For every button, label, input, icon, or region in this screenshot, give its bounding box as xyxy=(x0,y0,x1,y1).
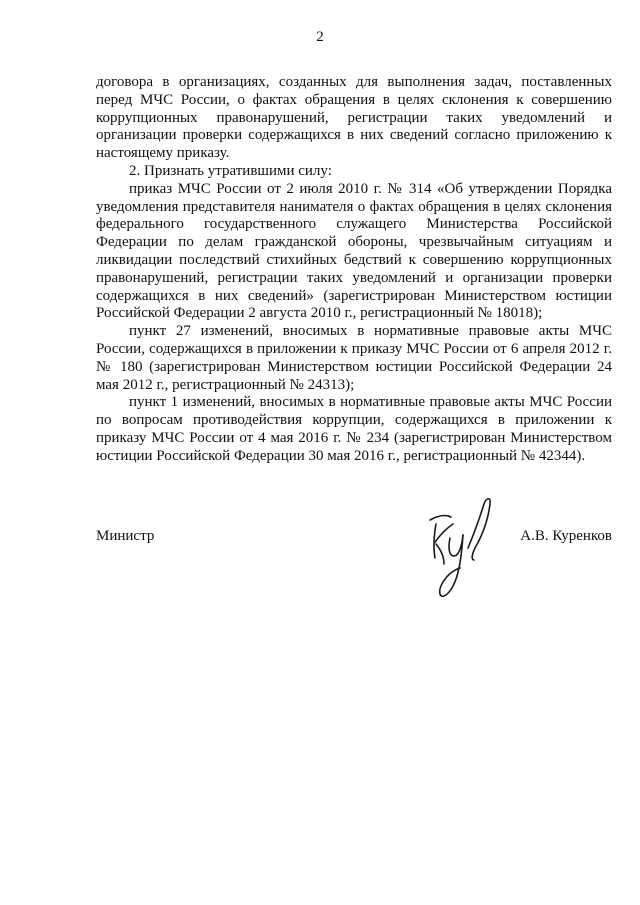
paragraph-point-1: пункт 1 изменений, вносимых в нормативные правовые акты МЧС России по вопросам противодействия коррупции, содержащихся в приложении к приказу МЧС России от 4 мая 2016 г. № 234 (зарегистрирован Министерством юстиции Российской Федерации 30 мая 2016 г., регистрационный № 42344). xyxy=(96,394,612,464)
paragraph-clause-2: 2. Признать утратившими силу: xyxy=(129,162,332,179)
paragraph-order-314: приказ МЧС России от 2 июля 2010 г. № 314 «Об утверждении Порядка уведомления представителя нанимателя о фактах обращения в целях склонения федерального государственного служащего Министерства Российской Федерации по делам гражданской обороны, чрезвычайным ситуациям и ликвидации последствий стихийных бедствий к совершению коррупционных правонарушений, регистрации таких уведомлений и организации проверки содержащихся в них сведений» (зарегистрирован Министерством юстиции Российской Федерации 2 августа 2010 г., регистрационный № 18018); xyxy=(96,180,612,322)
signer-position: Министр xyxy=(96,528,155,544)
paragraph-continuation: договора в организациях, созданных для выполнения задач, поставленных перед МЧС России, о фактах обращения в целях склонения к совершению коррупционных правонарушений, регистрации таких уведомлений и организации проверки содержащихся в них сведений согласно приложению к настоящему приказу. xyxy=(96,74,612,162)
handwritten-signature xyxy=(424,490,502,602)
page-number: 2 xyxy=(316,29,324,45)
document-body xyxy=(96,74,612,466)
signature-block xyxy=(96,528,612,552)
signer-name: А.В. Куренков xyxy=(520,528,612,544)
paragraph-point-27: пункт 27 изменений, вносимых в нормативные правовые акты МЧС России, содержащихся в приложении к приказу МЧС России от 6 апреля 2012 г. № 180 (зарегистрирован Министерством юстиции Российской Федерации 24 мая 2012 г., регистрационный № 24313); xyxy=(96,323,612,393)
